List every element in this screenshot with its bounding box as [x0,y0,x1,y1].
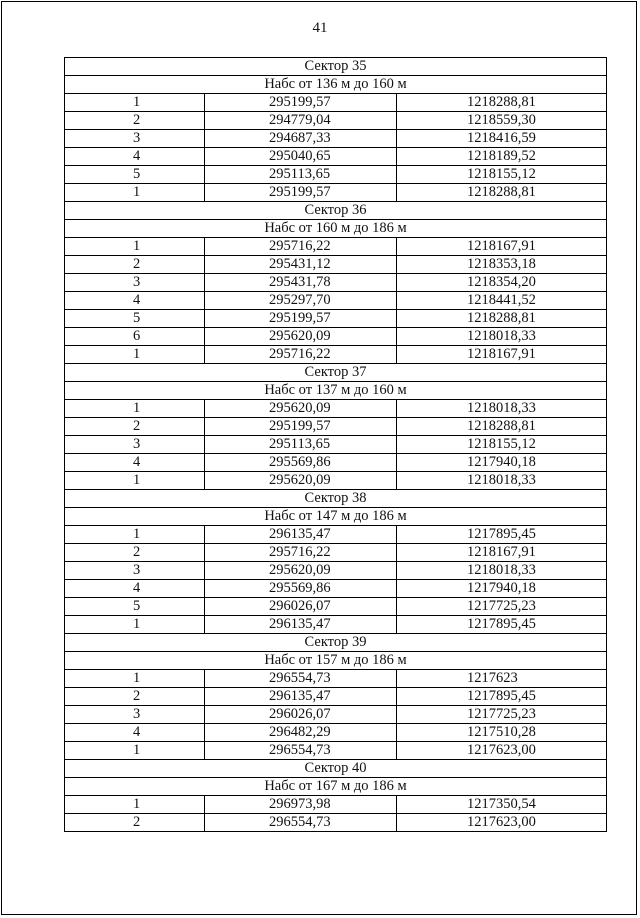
sector-title: Сектор 38 [65,490,607,508]
table-row [65,148,607,166]
x-coordinate-cell: 295620,09 [205,328,397,346]
point-number-cell: 5 [65,166,205,184]
table-row [65,400,607,418]
table-row [65,418,607,436]
sector-title-row [65,490,607,508]
point-number-cell: 4 [65,148,205,166]
y-coordinate-cell: 1218155,12 [397,436,607,454]
y-coordinate-cell: 1218018,33 [397,472,607,490]
table-row [65,184,607,202]
y-coordinate-cell: 1217623,00 [397,814,607,832]
sector-title-row [65,760,607,778]
table-row [65,130,607,148]
x-coordinate-cell: 296135,47 [205,526,397,544]
point-number-cell: 1 [65,94,205,112]
y-coordinate-cell: 1218167,91 [397,346,607,364]
table-row [65,436,607,454]
x-coordinate-cell: 295431,78 [205,274,397,292]
x-coordinate-cell: 296135,47 [205,616,397,634]
page-number: 41 [312,20,328,36]
y-coordinate-cell: 1218018,33 [397,562,607,580]
table-row [65,274,607,292]
table-row [65,166,607,184]
y-coordinate-cell: 1218288,81 [397,418,607,436]
coordinates-table-body [65,58,607,832]
y-coordinate-cell: 1217895,45 [397,616,607,634]
table-row [65,256,607,274]
x-coordinate-cell: 296482,29 [205,724,397,742]
table-row [65,562,607,580]
point-number-cell: 2 [65,256,205,274]
y-coordinate-cell: 1217725,23 [397,598,607,616]
y-coordinate-cell: 1218288,81 [397,310,607,328]
table-row [65,544,607,562]
point-number-cell: 3 [65,274,205,292]
x-coordinate-cell: 296554,73 [205,814,397,832]
x-coordinate-cell: 296554,73 [205,670,397,688]
sector-range: Набс от 136 м до 160 м [65,76,607,94]
point-number-cell: 1 [65,184,205,202]
x-coordinate-cell: 295431,12 [205,256,397,274]
point-number-cell: 4 [65,580,205,598]
sector-range: Набс от 160 м до 186 м [65,220,607,238]
table-row [65,526,607,544]
sector-range-row [65,382,607,400]
x-coordinate-cell: 295716,22 [205,544,397,562]
table-row [65,112,607,130]
x-coordinate-cell: 295620,09 [205,472,397,490]
table-row [65,454,607,472]
sector-title: Сектор 35 [65,58,607,76]
sector-title-row [65,364,607,382]
point-number-cell: 1 [65,346,205,364]
point-number-cell: 2 [65,112,205,130]
y-coordinate-cell: 1217350,54 [397,796,607,814]
x-coordinate-cell: 295569,86 [205,580,397,598]
x-coordinate-cell: 295113,65 [205,436,397,454]
point-number-cell: 4 [65,724,205,742]
table-row [65,706,607,724]
x-coordinate-cell: 294687,33 [205,130,397,148]
x-coordinate-cell: 295569,86 [205,454,397,472]
y-coordinate-cell: 1217510,28 [397,724,607,742]
point-number-cell: 4 [65,454,205,472]
point-number-cell: 2 [65,418,205,436]
y-coordinate-cell: 1218155,12 [397,166,607,184]
table-row [65,292,607,310]
point-number-cell: 1 [65,670,205,688]
table-row [65,346,607,364]
y-coordinate-cell: 1218288,81 [397,184,607,202]
table-row [65,670,607,688]
x-coordinate-cell: 295199,57 [205,418,397,436]
table-row [65,328,607,346]
point-number-cell: 3 [65,436,205,454]
sector-range: Набс от 137 м до 160 м [65,382,607,400]
sector-range: Набс от 147 м до 186 м [65,508,607,526]
table-row [65,472,607,490]
sector-range-row [65,652,607,670]
table-row [65,796,607,814]
table-row [65,580,607,598]
x-coordinate-cell: 295113,65 [205,166,397,184]
point-number-cell: 2 [65,544,205,562]
y-coordinate-cell: 1218167,91 [397,238,607,256]
x-coordinate-cell: 295199,57 [205,310,397,328]
coordinates-table [64,57,607,832]
sector-title-row [65,58,607,76]
y-coordinate-cell: 1218416,59 [397,130,607,148]
y-coordinate-cell: 1218441,52 [397,292,607,310]
table-row [65,94,607,112]
x-coordinate-cell: 294779,04 [205,112,397,130]
sector-title: Сектор 36 [65,202,607,220]
table-row [65,742,607,760]
table-row [65,724,607,742]
point-number-cell: 1 [65,526,205,544]
y-coordinate-cell: 1218018,33 [397,328,607,346]
sector-title: Сектор 37 [65,364,607,382]
x-coordinate-cell: 296554,73 [205,742,397,760]
sector-range: Набс от 157 м до 186 м [65,652,607,670]
table-row [65,814,607,832]
sector-range: Набс от 167 м до 186 м [65,778,607,796]
point-number-cell: 3 [65,130,205,148]
point-number-cell: 1 [65,616,205,634]
x-coordinate-cell: 295040,65 [205,148,397,166]
x-coordinate-cell: 295716,22 [205,238,397,256]
x-coordinate-cell: 295297,70 [205,292,397,310]
point-number-cell: 4 [65,292,205,310]
y-coordinate-cell: 1217940,18 [397,580,607,598]
y-coordinate-cell: 1217725,23 [397,706,607,724]
x-coordinate-cell: 295199,57 [205,184,397,202]
point-number-cell: 1 [65,796,205,814]
table-row [65,616,607,634]
sector-range-row [65,76,607,94]
table-row [65,688,607,706]
point-number-cell: 6 [65,328,205,346]
y-coordinate-cell: 1218167,91 [397,544,607,562]
point-number-cell: 1 [65,238,205,256]
x-coordinate-cell: 296026,07 [205,706,397,724]
point-number-cell: 2 [65,688,205,706]
sector-title-row [65,202,607,220]
table-row [65,598,607,616]
point-number-cell: 3 [65,562,205,580]
x-coordinate-cell: 296135,47 [205,688,397,706]
point-number-cell: 2 [65,814,205,832]
point-number-cell: 5 [65,598,205,616]
point-number-cell: 1 [65,472,205,490]
sector-range-row [65,778,607,796]
x-coordinate-cell: 295199,57 [205,94,397,112]
y-coordinate-cell: 1217940,18 [397,454,607,472]
y-coordinate-cell: 1217623 [397,670,607,688]
y-coordinate-cell: 1218018,33 [397,400,607,418]
y-coordinate-cell: 1218288,81 [397,94,607,112]
sector-range-row [65,220,607,238]
y-coordinate-cell: 1218354,20 [397,274,607,292]
y-coordinate-cell: 1218189,52 [397,148,607,166]
x-coordinate-cell: 295716,22 [205,346,397,364]
sector-title-row [65,634,607,652]
y-coordinate-cell: 1217623,00 [397,742,607,760]
y-coordinate-cell: 1218353,18 [397,256,607,274]
sector-range-row [65,508,607,526]
point-number-cell: 3 [65,706,205,724]
x-coordinate-cell: 296973,98 [205,796,397,814]
table-row [65,310,607,328]
y-coordinate-cell: 1218559,30 [397,112,607,130]
point-number-cell: 1 [65,400,205,418]
x-coordinate-cell: 295620,09 [205,400,397,418]
x-coordinate-cell: 296026,07 [205,598,397,616]
point-number-cell: 5 [65,310,205,328]
x-coordinate-cell: 295620,09 [205,562,397,580]
y-coordinate-cell: 1217895,45 [397,526,607,544]
y-coordinate-cell: 1217895,45 [397,688,607,706]
point-number-cell: 1 [65,742,205,760]
table-row [65,238,607,256]
sector-title: Сектор 39 [65,634,607,652]
sector-title: Сектор 40 [65,760,607,778]
